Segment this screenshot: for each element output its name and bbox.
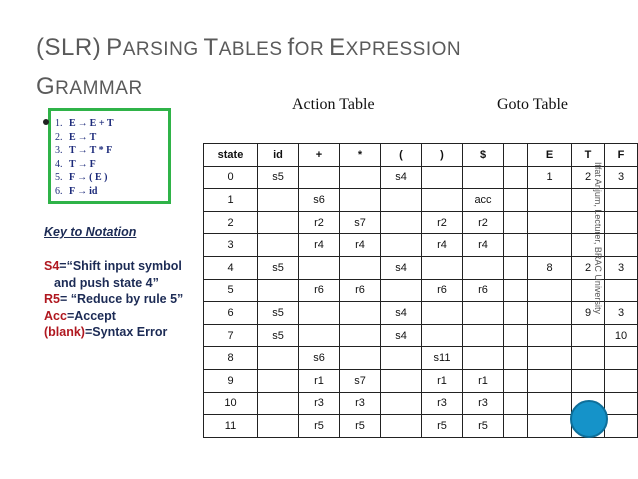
grammar-rule-rhs: F [89, 158, 96, 170]
table-cell: 3 [605, 166, 638, 189]
table-header-row [204, 144, 638, 167]
table-cell [504, 256, 528, 279]
table-cell [258, 347, 299, 370]
grammar-rule [55, 171, 107, 184]
table-cell: s5 [258, 324, 299, 347]
table-header-cell: state [204, 144, 258, 167]
slide-title-line2: GRAMMAR [36, 73, 143, 100]
table-cell [463, 302, 504, 325]
table-cell: r6 [299, 279, 340, 302]
table-cell [504, 211, 528, 234]
table-cell [381, 189, 422, 212]
table-cell: r3 [422, 392, 463, 415]
table-cell [340, 302, 381, 325]
table-cell: r4 [340, 234, 381, 257]
key-code: Acc [44, 308, 67, 323]
table-cell: s5 [258, 302, 299, 325]
table-cell: s4 [381, 324, 422, 347]
table-cell: 3 [605, 302, 638, 325]
arrow-icon: → [77, 185, 88, 197]
arrow-icon: → [77, 131, 88, 143]
table-cell [340, 189, 381, 212]
grammar-rule-lhs: T [69, 158, 76, 170]
grammar-rule-lhs: F [69, 172, 76, 183]
table-row [204, 234, 638, 257]
slide-decoration-circle [570, 400, 608, 438]
grammar-rule-number: 4. [55, 158, 63, 170]
table-cell [605, 211, 638, 234]
table-cell [605, 347, 638, 370]
table-cell [463, 347, 504, 370]
author-side-label: Iffat Anjum, Lecturer, BRAC University [593, 161, 603, 314]
table-cell [258, 415, 299, 438]
table-cell [504, 369, 528, 392]
table-cell [605, 369, 638, 392]
table-cell [299, 166, 340, 189]
table-cell: r1 [299, 369, 340, 392]
table-cell [340, 256, 381, 279]
grammar-rule-number: 2. [55, 131, 63, 143]
table-cell [528, 392, 572, 415]
table-cell [528, 415, 572, 438]
table-cell: 7 [204, 324, 258, 347]
table-row [204, 369, 638, 392]
table-cell [528, 369, 572, 392]
table-cell: 0 [204, 166, 258, 189]
table-cell: r3 [299, 392, 340, 415]
table-row [204, 256, 638, 279]
grammar-rule-number: 6. [55, 185, 63, 197]
table-cell [504, 234, 528, 257]
table-cell: r5 [340, 415, 381, 438]
table-cell: 1 [204, 189, 258, 212]
table-cell [299, 302, 340, 325]
table-cell [381, 369, 422, 392]
table-cell: s5 [258, 166, 299, 189]
grammar-rule-number: 3. [55, 145, 63, 156]
table-header-cell: id [258, 144, 299, 167]
table-cell: s6 [299, 189, 340, 212]
table-cell [381, 279, 422, 302]
table-cell [422, 166, 463, 189]
grammar-rule-lhs: E [69, 118, 76, 129]
grammar-rule-rhs: T * F [89, 145, 113, 156]
table-cell [463, 324, 504, 347]
table-cell [422, 256, 463, 279]
table-cell: 5 [204, 279, 258, 302]
table-cell [504, 392, 528, 415]
key-description: =Accept [66, 308, 116, 323]
table-cell: 8 [528, 256, 572, 279]
table-cell [381, 392, 422, 415]
arrow-icon: → [77, 158, 88, 170]
table-cell [528, 324, 572, 347]
table-cell: s11 [422, 347, 463, 370]
table-cell [528, 302, 572, 325]
key-code: R5 [44, 292, 60, 306]
table-cell: 11 [204, 415, 258, 438]
key-line [54, 276, 159, 290]
table-cell [463, 256, 504, 279]
table-cell: r3 [340, 392, 381, 415]
table-cell [528, 234, 572, 257]
table-row [204, 166, 638, 189]
key-line [44, 292, 183, 306]
table-cell [381, 211, 422, 234]
table-cell [605, 279, 638, 302]
table-cell: 2 [572, 256, 605, 279]
key-title: Key to Notation [44, 225, 137, 239]
grammar-rules-box [48, 108, 171, 204]
table-cell [422, 324, 463, 347]
author-side-text [590, 130, 606, 345]
table-cell [504, 279, 528, 302]
grammar-rule-lhs: E [69, 131, 76, 143]
bullet-dot [43, 119, 49, 125]
table-header-cell: + [299, 144, 340, 167]
table-header-cell: ( [381, 144, 422, 167]
table-cell [504, 415, 528, 438]
table-cell [504, 302, 528, 325]
table-row [204, 189, 638, 212]
table-cell: 8 [204, 347, 258, 370]
table-cell: s5 [258, 256, 299, 279]
key-line [44, 259, 182, 273]
table-cell: 3 [605, 256, 638, 279]
table-cell [605, 234, 638, 257]
table-cell: r5 [299, 415, 340, 438]
table-cell [258, 369, 299, 392]
key-line [44, 309, 116, 323]
table-cell: r2 [422, 211, 463, 234]
key-code: S4 [44, 259, 60, 273]
grammar-rule [55, 131, 96, 144]
table-cell: r1 [463, 369, 504, 392]
table-cell [605, 189, 638, 212]
grammar-rule-number: 1. [55, 118, 63, 129]
table-cell: r6 [463, 279, 504, 302]
table-cell: r6 [422, 279, 463, 302]
table-cell [340, 347, 381, 370]
table-cell [299, 324, 340, 347]
table-cell [258, 189, 299, 212]
table-cell [381, 234, 422, 257]
table-cell: 2 [204, 211, 258, 234]
arrow-icon: → [77, 145, 88, 156]
table-header-cell: * [340, 144, 381, 167]
key-description: = “Reduce by rule 5” [59, 292, 184, 306]
table-cell: r5 [463, 415, 504, 438]
arrow-icon: → [77, 172, 88, 183]
table-cell [299, 256, 340, 279]
arrow-icon: → [77, 118, 88, 129]
grammar-rule [55, 117, 114, 130]
grammar-rule-rhs: id [89, 185, 98, 197]
key-description: =Syntax Error [84, 325, 168, 339]
table-cell: r2 [463, 211, 504, 234]
table-cell [572, 347, 605, 370]
grammar-rule-lhs: T [69, 145, 76, 156]
table-cell [422, 302, 463, 325]
grammar-rule-rhs: ( E ) [89, 172, 108, 183]
table-cell: 9 [572, 302, 605, 325]
table-cell: r4 [299, 234, 340, 257]
table-cell: r5 [422, 415, 463, 438]
table-cell [340, 324, 381, 347]
table-cell [504, 347, 528, 370]
table-cell: s7 [340, 369, 381, 392]
table-row [204, 302, 638, 325]
table-cell [258, 392, 299, 415]
table-cell: 10 [204, 392, 258, 415]
table-cell: acc [463, 189, 504, 212]
table-row [204, 324, 638, 347]
table-cell [340, 166, 381, 189]
table-cell [605, 392, 638, 415]
key-description: and push state 4” [54, 275, 159, 290]
table-cell: 2 [572, 166, 605, 189]
grammar-rule-rhs: E + T [89, 118, 114, 129]
table-cell [381, 347, 422, 370]
action-table-heading: Action Table [292, 96, 375, 113]
table-cell: r3 [463, 392, 504, 415]
grammar-rule-number: 5. [55, 172, 63, 183]
table-cell [605, 415, 638, 438]
table-cell: s6 [299, 347, 340, 370]
table-cell: r2 [299, 211, 340, 234]
table-cell [422, 189, 463, 212]
table-cell [463, 166, 504, 189]
table-cell: 4 [204, 256, 258, 279]
table-cell [504, 324, 528, 347]
table-cell: 9 [204, 369, 258, 392]
table-cell [504, 189, 528, 212]
table-row [204, 279, 638, 302]
parsing-table [203, 143, 638, 438]
table-cell: 6 [204, 302, 258, 325]
table-header-cell: E [528, 144, 572, 167]
slide-title-line1: (SLR) PARSING TABLES fOR EXPRESSION [36, 34, 462, 61]
table-cell: 10 [605, 324, 638, 347]
grammar-rule [55, 144, 112, 157]
table-row [204, 347, 638, 370]
grammar-rule [55, 185, 97, 198]
table-cell [572, 369, 605, 392]
table-cell: s7 [340, 211, 381, 234]
table-header-cell [504, 144, 528, 167]
table-cell [528, 189, 572, 212]
table-row [204, 211, 638, 234]
table-cell: s4 [381, 166, 422, 189]
table-cell: r4 [463, 234, 504, 257]
table-header-cell: ) [422, 144, 463, 167]
table-cell [528, 211, 572, 234]
table-cell [528, 347, 572, 370]
table-header-cell: $ [463, 144, 504, 167]
key-description: =“Shift input symbol [59, 259, 182, 273]
table-cell: 1 [528, 166, 572, 189]
grammar-rule [55, 158, 96, 171]
table-header-cell: F [605, 144, 638, 167]
table-cell: s4 [381, 256, 422, 279]
table-cell: 3 [204, 234, 258, 257]
grammar-rule-lhs: F [69, 185, 76, 197]
table-cell: r4 [422, 234, 463, 257]
grammar-rule-rhs: T [89, 131, 97, 143]
table-header-cell: T [572, 144, 605, 167]
table-cell [258, 279, 299, 302]
key-code: (blank) [44, 325, 85, 339]
table-cell [504, 166, 528, 189]
key-line [44, 325, 167, 339]
table-cell: s4 [381, 302, 422, 325]
goto-table-heading: Goto Table [497, 96, 569, 113]
table-cell [381, 415, 422, 438]
table-cell [528, 279, 572, 302]
table-cell: r6 [340, 279, 381, 302]
table-cell [258, 211, 299, 234]
table-cell: r1 [422, 369, 463, 392]
table-cell [258, 234, 299, 257]
